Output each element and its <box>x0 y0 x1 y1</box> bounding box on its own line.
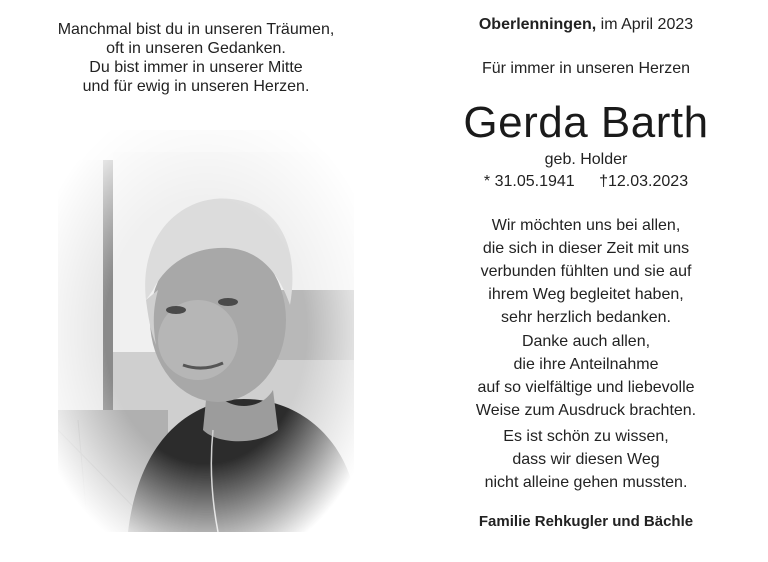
deceased-name: Gerda Barth <box>463 98 709 147</box>
message-line: Wir möchten uns bei allen, <box>491 217 681 234</box>
family-signature: Familie Rehkugler und Bächle <box>478 513 694 530</box>
portrait-illustration <box>58 130 354 532</box>
message-line: sehr herzlich bedanken. <box>501 309 671 326</box>
poem <box>20 20 372 96</box>
date: im April 2023 <box>600 16 694 33</box>
poem-line: Du bist immer in unserer Mitte <box>89 59 303 76</box>
message-line: Es ist schön zu wissen, <box>503 428 669 445</box>
message-line: Danke auch allen, <box>521 333 651 350</box>
poem-line: oft in unseren Gedanken. <box>106 40 286 57</box>
portrait-image <box>58 130 354 532</box>
message-line: ihrem Weg begleitet haben, <box>488 286 684 303</box>
message-paragraph-1 <box>420 214 752 329</box>
death-date: †12.03.2023 <box>599 173 689 190</box>
life-dates <box>420 173 752 191</box>
message-line: die sich in dieser Zeit mit uns <box>482 240 690 257</box>
poem-line: und für ewig in unseren Herzen. <box>82 78 310 95</box>
poem-line: Manchmal bist du in unseren Träumen, <box>57 21 335 38</box>
message-line: dass wir diesen Weg <box>512 451 660 468</box>
portrait-photo <box>58 130 354 532</box>
message-paragraph-3 <box>420 425 752 494</box>
place: Oberlenningen, <box>478 16 597 33</box>
message-paragraph-2 <box>420 330 752 422</box>
message-line: Weise zum Ausdruck brachten. <box>475 402 697 419</box>
birth-name: geb. Holder <box>544 151 628 168</box>
message-line: nicht alleine gehen mussten. <box>484 474 688 491</box>
message-line: die ihre Anteilnahme <box>513 356 659 373</box>
message-line: verbunden fühlten und sie auf <box>480 263 692 280</box>
birth-date: * 31.05.1941 <box>483 173 575 190</box>
place-date-line <box>420 16 752 34</box>
forever-line: Für immer in unseren Herzen <box>481 60 691 77</box>
message-line: auf so vielfältige und liebevolle <box>477 379 695 396</box>
